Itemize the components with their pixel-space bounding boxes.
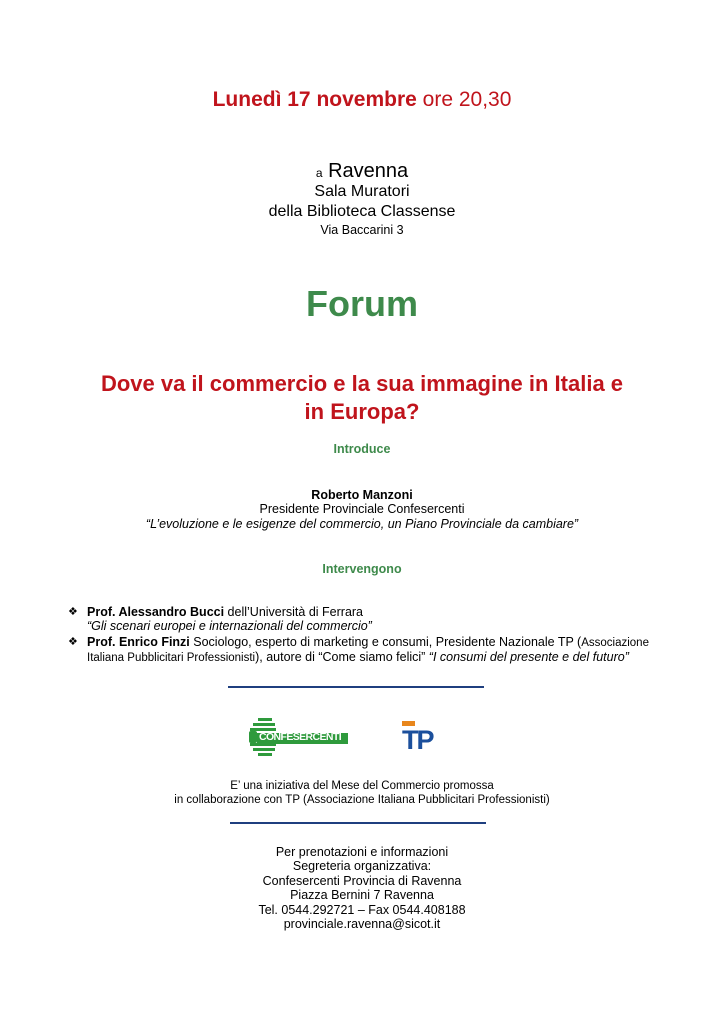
venue-line-2: della Biblioteca Classense	[268, 203, 456, 220]
introducer-talk-title: “L’evoluzione e le esigenze del commercio, un Piano Provinciale da cambiare”	[145, 517, 579, 531]
book-title: “Come siamo felici”	[318, 650, 426, 664]
tp-logo	[402, 721, 438, 756]
contact-line-3: Confesercenti Provincia di Ravenna	[262, 873, 462, 888]
promo-line-1: E’ una iniziativa del Mese del Commercio promossa	[230, 780, 494, 792]
divider	[230, 822, 486, 824]
city-prefix: a	[315, 166, 323, 180]
speaker-item	[68, 635, 649, 649]
venue-line-1: Sala Muratori	[314, 183, 410, 200]
confesercenti-logo	[248, 717, 348, 757]
introducer-role: Presidente Provinciale Confesercenti	[259, 502, 465, 516]
speaker-affiliation: dell’Università di Ferrara	[224, 605, 364, 619]
speaker-item-continued	[87, 650, 629, 664]
contact-phone-fax: Tel. 0544.292721 – Fax 0544.408188	[258, 902, 466, 917]
divider	[228, 686, 484, 688]
promo-line-2: in collaborazione con TP (Associazione Italiana Pubblicitari Professionisti)	[174, 794, 550, 806]
contact-line-2: Segreteria organizzativa:	[292, 859, 432, 874]
event-date	[0, 88, 724, 112]
forum-question-line-2: in Europa?	[304, 399, 420, 424]
diamond-bullet-icon: ❖	[68, 636, 78, 648]
speaker-affiliation: Sociologo, esperto di marketing e consumi, Presidente Nazionale TP (	[189, 635, 582, 649]
speaker-name: Prof. Alessandro Bucci	[87, 605, 225, 619]
confesercenti-wordmark: CONFESERCENTI	[259, 731, 342, 743]
association-name-part: Associazione	[581, 637, 649, 649]
speaker-name: Prof. Enrico Finzi	[87, 635, 190, 649]
speakers-heading: Intervengono	[322, 562, 402, 576]
contact-block	[0, 845, 724, 931]
speaker-talk-title: “Gli scenari europei e internazionali del commercio”	[87, 619, 372, 633]
speaker-talk-title: “I consumi del presente e del futuro”	[425, 650, 629, 664]
author-of-text: ), autore di	[255, 650, 319, 664]
event-time: ore 20,30	[422, 88, 512, 111]
event-city	[0, 160, 724, 183]
event-day: Lunedì 17 novembre	[212, 88, 417, 111]
introduce-heading: Introduce	[333, 442, 391, 456]
city-name: Ravenna	[328, 160, 409, 182]
venue-address: Via Baccarini 3	[320, 223, 404, 237]
forum-title: Forum	[306, 283, 418, 324]
contact-email: provinciale.ravenna@sicot.it	[283, 917, 441, 932]
promo-text	[0, 779, 724, 807]
diamond-bullet-icon: ❖	[68, 606, 78, 618]
association-name-part: Italiana Pubblicitari Professionisti	[87, 652, 256, 664]
forum-question-line-1: Dove va il commercio e la sua immagine in Italia e	[100, 371, 624, 396]
contact-line-1: Per prenotazioni e informazioni	[275, 845, 449, 859]
tp-wordmark: TP	[402, 725, 433, 755]
contact-line-4: Piazza Bernini 7 Ravenna	[290, 888, 434, 903]
introducer-name: Roberto Manzoni	[311, 488, 413, 502]
speaker-item	[68, 605, 364, 619]
